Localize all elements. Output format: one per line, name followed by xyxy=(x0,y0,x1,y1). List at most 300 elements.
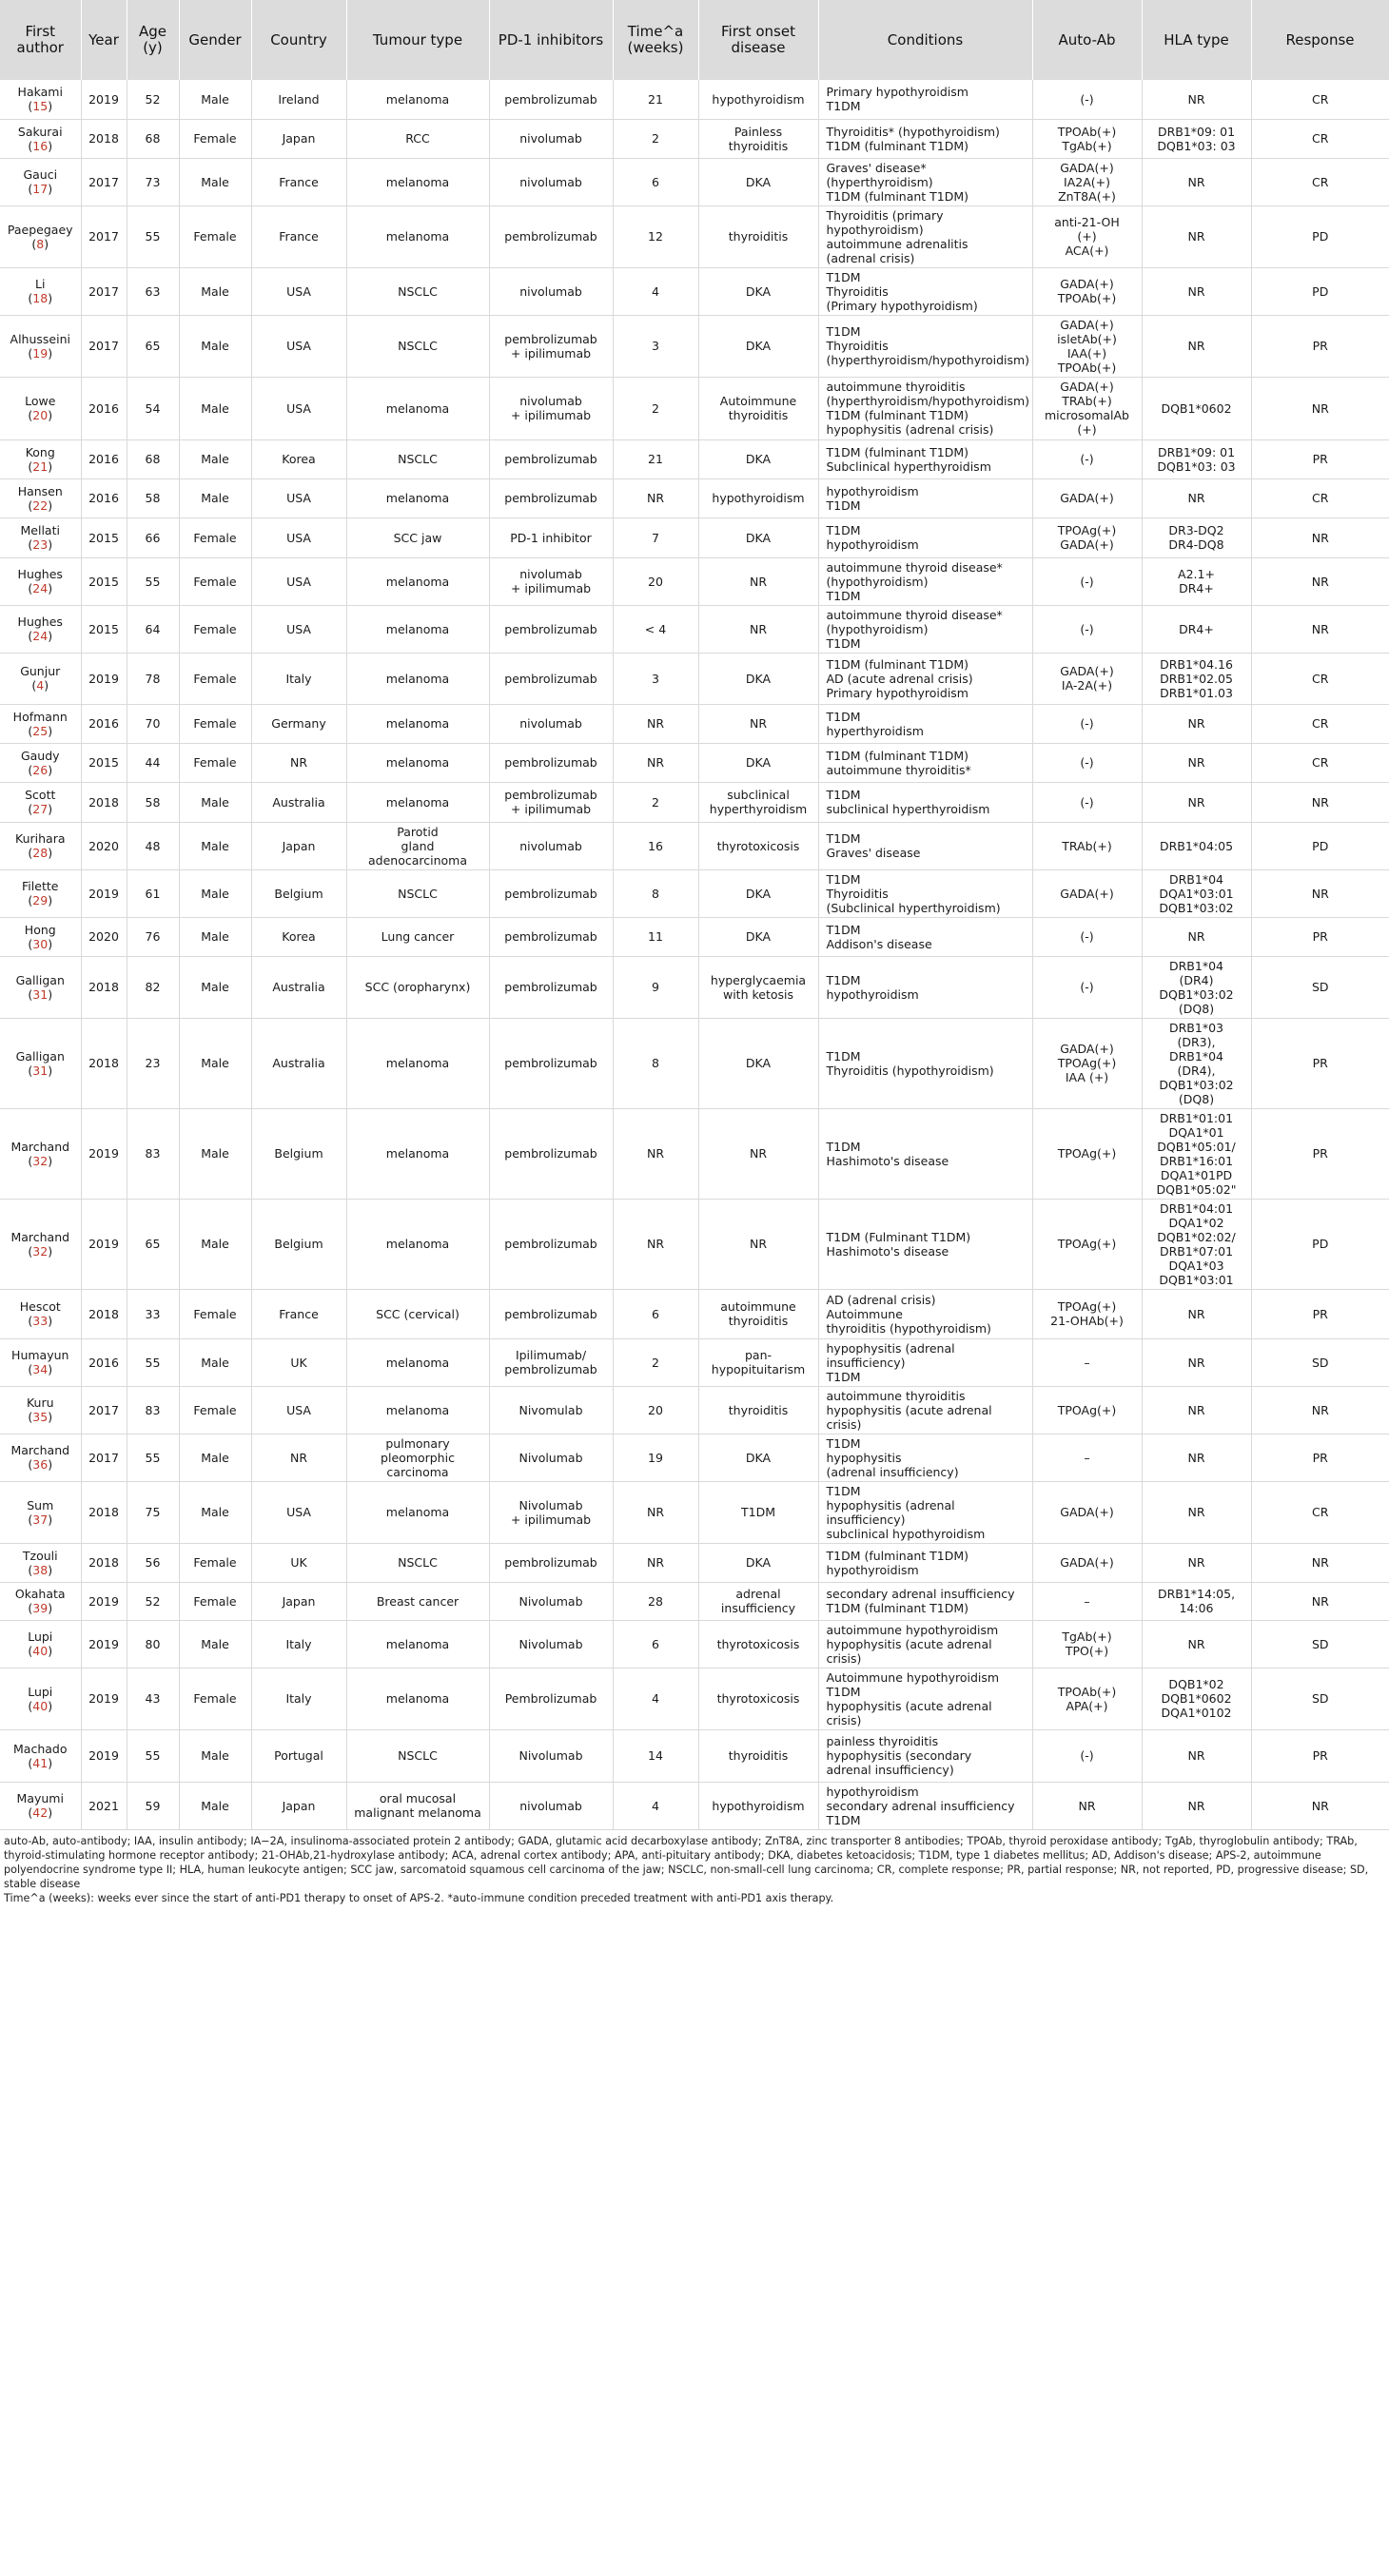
tumour-type-cell: melanoma xyxy=(346,605,489,653)
author-name: Lupi xyxy=(28,1630,53,1644)
table-row xyxy=(0,205,1389,267)
time-cell: NR xyxy=(613,1481,698,1543)
country-cell: NR xyxy=(251,1434,346,1481)
tumour-type-cell: Parotid gland adenocarcinoma xyxy=(346,822,489,869)
country-cell: USA xyxy=(251,1386,346,1434)
reference-link[interactable]: 35 xyxy=(32,1410,49,1424)
first-author-cell: Galligan (31) xyxy=(0,1018,81,1108)
first-onset-cell: thyroiditis xyxy=(698,205,818,267)
conditions-cell: secondary adrenal insufficiency T1DM (fulminant T1DM) xyxy=(818,1582,1032,1620)
first-author-cell: Hughes (24) xyxy=(0,557,81,605)
time-cell: 6 xyxy=(613,1289,698,1338)
time-cell: NR xyxy=(613,1199,698,1289)
hla-type-cell: NR xyxy=(1142,1729,1251,1782)
gender-cell: Male xyxy=(179,478,251,517)
response-cell: SD xyxy=(1251,1620,1389,1668)
table-row xyxy=(0,1481,1389,1543)
pd1-inhibitor-cell: Nivolumab xyxy=(489,1620,613,1668)
response-cell: CR xyxy=(1251,653,1389,704)
gender-cell: Female xyxy=(179,205,251,267)
author-name: Marchand xyxy=(10,1139,70,1154)
first-onset-cell: thyroiditis xyxy=(698,1729,818,1782)
gender-cell: Female xyxy=(179,1386,251,1434)
time-cell: 21 xyxy=(613,439,698,478)
pd1-inhibitor-cell: pembrolizumab xyxy=(489,956,613,1018)
first-author-cell: Hakami (15) xyxy=(0,80,81,119)
pd1-inhibitor-cell: PD-1 inhibitor xyxy=(489,517,613,557)
hla-type-cell: DRB1*04 (DR4) DQB1*03:02 (DQ8) xyxy=(1142,956,1251,1018)
reference-link[interactable]: 21 xyxy=(32,459,49,474)
tumour-type-cell: RCC xyxy=(346,119,489,158)
country-cell: Australia xyxy=(251,782,346,822)
table-row xyxy=(0,1434,1389,1481)
reference-link[interactable]: 25 xyxy=(32,723,49,738)
time-cell: NR xyxy=(613,704,698,743)
age-cell: 55 xyxy=(127,205,179,267)
reference-link[interactable]: 16 xyxy=(32,138,49,153)
hla-type-cell: NR xyxy=(1142,917,1251,956)
pd1-inhibitor-cell: pembrolizumab xyxy=(489,605,613,653)
pd1-inhibitor-cell: pembrolizumab xyxy=(489,1289,613,1338)
pd1-inhibitor-cell: nivolumab xyxy=(489,822,613,869)
author-name: Hansen xyxy=(17,483,63,498)
hla-type-cell: DRB1*04:05 xyxy=(1142,822,1251,869)
first-onset-cell: DKA xyxy=(698,1434,818,1481)
reference-link[interactable]: 15 xyxy=(32,99,49,114)
pd1-inhibitor-cell: pembrolizumab xyxy=(489,1018,613,1108)
author-name: Alhusseini xyxy=(10,331,70,346)
gender-cell: Female xyxy=(179,704,251,743)
time-cell: 7 xyxy=(613,517,698,557)
author-name: Gunjur xyxy=(20,664,61,678)
gender-cell: Female xyxy=(179,605,251,653)
reference-link[interactable]: 23 xyxy=(32,537,49,552)
tumour-type-cell: melanoma xyxy=(346,205,489,267)
time-cell: NR xyxy=(613,478,698,517)
response-cell: NR xyxy=(1251,377,1389,439)
gender-cell: Male xyxy=(179,782,251,822)
tumour-type-cell: melanoma xyxy=(346,557,489,605)
country-cell: Portugal xyxy=(251,1729,346,1782)
gender-cell: Male xyxy=(179,1434,251,1481)
table-row xyxy=(0,267,1389,315)
country-cell: USA xyxy=(251,267,346,315)
header-conditions: Conditions xyxy=(818,0,1032,80)
country-cell: Belgium xyxy=(251,1199,346,1289)
auto-ab-cell: TPOAb(+) TgAb(+) xyxy=(1032,119,1142,158)
hla-type-cell: DQB1*02 DQB1*0602 DQA1*0102 xyxy=(1142,1668,1251,1729)
table-row xyxy=(0,315,1389,377)
response-cell: PR xyxy=(1251,1108,1389,1199)
first-onset-cell: hypothyroidism xyxy=(698,80,818,119)
time-cell: 2 xyxy=(613,119,698,158)
country-cell: France xyxy=(251,1289,346,1338)
hla-type-cell: DR4+ xyxy=(1142,605,1251,653)
first-author-cell: Hong (30) xyxy=(0,917,81,956)
conditions-cell: autoimmune thyroiditis hypophysitis (acute adrenal crisis) xyxy=(818,1386,1032,1434)
auto-ab-cell: GADA(+) TPOAb(+) xyxy=(1032,267,1142,315)
time-cell: 3 xyxy=(613,653,698,704)
pd1-inhibitor-cell: nivolumab xyxy=(489,158,613,205)
time-cell: 2 xyxy=(613,377,698,439)
reference-link[interactable]: 8 xyxy=(36,236,45,251)
conditions-cell: T1DM (fulminant T1DM) Subclinical hyperthyroidism xyxy=(818,439,1032,478)
country-cell: Australia xyxy=(251,956,346,1018)
year-cell: 2018 xyxy=(81,1543,127,1582)
header-auto-ab: Auto-Ab xyxy=(1032,0,1142,80)
table-row xyxy=(0,1620,1389,1668)
hla-type-cell: NR xyxy=(1142,205,1251,267)
reference-link[interactable]: 30 xyxy=(32,936,49,951)
first-onset-cell: DKA xyxy=(698,1018,818,1108)
auto-ab-cell: – xyxy=(1032,1338,1142,1386)
auto-ab-cell: – xyxy=(1032,1582,1142,1620)
first-author-cell: Scott (27) xyxy=(0,782,81,822)
reference-link[interactable]: 28 xyxy=(32,846,49,860)
pd1-inhibitor-cell: pembrolizumab xyxy=(489,743,613,782)
hla-type-cell: DRB1*09: 01 DQB1*03: 03 xyxy=(1142,439,1251,478)
auto-ab-cell: GADA(+) xyxy=(1032,869,1142,917)
time-cell: < 4 xyxy=(613,605,698,653)
country-cell: USA xyxy=(251,315,346,377)
header-time: Time^a (weeks) xyxy=(613,0,698,80)
pd1-inhibitor-cell: pembrolizumab xyxy=(489,80,613,119)
age-cell: 73 xyxy=(127,158,179,205)
first-author-cell: Gauci (17) xyxy=(0,158,81,205)
hla-type-cell: NR xyxy=(1142,267,1251,315)
conditions-cell: T1DM hypothyroidism xyxy=(818,517,1032,557)
age-cell: 56 xyxy=(127,1543,179,1582)
age-cell: 48 xyxy=(127,822,179,869)
gender-cell: Male xyxy=(179,80,251,119)
response-cell: NR xyxy=(1251,1386,1389,1434)
year-cell: 2016 xyxy=(81,704,127,743)
conditions-cell: Graves' disease* (hyperthyroidism) T1DM (fulminant T1DM) xyxy=(818,158,1032,205)
conditions-cell: autoimmune hypothyroidism hypophysitis (acute adrenal crisis) xyxy=(818,1620,1032,1668)
country-cell: Korea xyxy=(251,439,346,478)
reference-link[interactable]: 19 xyxy=(32,345,49,361)
auto-ab-cell: GADA(+) isletAb(+) IAA(+) TPOAb(+) xyxy=(1032,315,1142,377)
first-onset-cell: subclinical hyperthyroidism xyxy=(698,782,818,822)
auto-ab-cell: (-) xyxy=(1032,1729,1142,1782)
country-cell: Italy xyxy=(251,1620,346,1668)
reference-link[interactable]: 29 xyxy=(32,893,49,907)
age-cell: 55 xyxy=(127,1338,179,1386)
gender-cell: Male xyxy=(179,1782,251,1829)
response-cell: SD xyxy=(1251,1668,1389,1729)
tumour-type-cell: NSCLC xyxy=(346,1729,489,1782)
author-name: Hofmann xyxy=(12,709,68,724)
age-cell: 83 xyxy=(127,1108,179,1199)
auto-ab-cell: (-) xyxy=(1032,704,1142,743)
first-author-cell: Kong (21) xyxy=(0,439,81,478)
age-cell: 63 xyxy=(127,267,179,315)
first-author-cell: Sakurai (16) xyxy=(0,119,81,158)
tumour-type-cell: melanoma xyxy=(346,1481,489,1543)
country-cell: Japan xyxy=(251,822,346,869)
response-cell: CR xyxy=(1251,119,1389,158)
gender-cell: Male xyxy=(179,439,251,478)
conditions-cell: Thyroiditis* (hypothyroidism) T1DM (fulminant T1DM) xyxy=(818,119,1032,158)
table-row xyxy=(0,1782,1389,1829)
reference-link[interactable]: 34 xyxy=(32,1362,49,1376)
year-cell: 2017 xyxy=(81,158,127,205)
year-cell: 2019 xyxy=(81,1729,127,1782)
hla-type-cell: DRB1*03 (DR3), DRB1*04 (DR4), DQB1*03:02 (DQ8) xyxy=(1142,1018,1251,1108)
country-cell: USA xyxy=(251,557,346,605)
country-cell: France xyxy=(251,205,346,267)
conditions-cell: T1DM (fulminant T1DM) autoimmune thyroiditis* xyxy=(818,743,1032,782)
first-onset-cell: thyrotoxicosis xyxy=(698,1620,818,1668)
time-cell: 20 xyxy=(613,1386,698,1434)
reference-link[interactable]: 39 xyxy=(32,1601,49,1615)
reference-link[interactable]: 4 xyxy=(36,678,45,693)
pd1-inhibitor-cell: pembrolizumab xyxy=(489,917,613,956)
first-onset-cell: thyrotoxicosis xyxy=(698,1668,818,1729)
age-cell: 55 xyxy=(127,1434,179,1481)
gender-cell: Female xyxy=(179,1668,251,1729)
year-cell: 2018 xyxy=(81,1289,127,1338)
first-onset-cell: adrenal insufficiency xyxy=(698,1582,818,1620)
pd1-inhibitor-cell: Nivomulab xyxy=(489,1386,613,1434)
reference-link[interactable]: 38 xyxy=(32,1562,49,1577)
age-cell: 68 xyxy=(127,119,179,158)
reference-link[interactable]: 40 xyxy=(32,1644,49,1658)
time-cell: 2 xyxy=(613,782,698,822)
table-body xyxy=(0,80,1389,1829)
header-row xyxy=(0,0,1389,80)
first-onset-cell: DKA xyxy=(698,439,818,478)
table-row xyxy=(0,917,1389,956)
hla-type-cell: NR xyxy=(1142,315,1251,377)
year-cell: 2017 xyxy=(81,267,127,315)
year-cell: 2016 xyxy=(81,1338,127,1386)
reference-link[interactable]: 42 xyxy=(32,1805,49,1820)
table-row xyxy=(0,478,1389,517)
response-cell: CR xyxy=(1251,478,1389,517)
age-cell: 70 xyxy=(127,704,179,743)
tumour-type-cell: melanoma xyxy=(346,1199,489,1289)
response-cell: NR xyxy=(1251,782,1389,822)
year-cell: 2018 xyxy=(81,956,127,1018)
reference-link[interactable]: 33 xyxy=(32,1314,49,1328)
gender-cell: Male xyxy=(179,315,251,377)
tumour-type-cell: Lung cancer xyxy=(346,917,489,956)
gender-cell: Female xyxy=(179,653,251,704)
year-cell: 2016 xyxy=(81,439,127,478)
table-row xyxy=(0,1582,1389,1620)
response-cell: PR xyxy=(1251,315,1389,377)
tumour-type-cell: NSCLC xyxy=(346,439,489,478)
author-name: Mellati xyxy=(20,523,60,537)
pd1-inhibitor-cell: pembrolizumab xyxy=(489,869,613,917)
reference-link[interactable]: 24 xyxy=(32,629,49,643)
first-onset-cell: hyperglycaemia with ketosis xyxy=(698,956,818,1018)
reference-link[interactable]: 32 xyxy=(32,1153,49,1168)
auto-ab-cell: anti-21-OH (+) ACA(+) xyxy=(1032,205,1142,267)
hla-type-cell: NR xyxy=(1142,80,1251,119)
country-cell: USA xyxy=(251,478,346,517)
time-cell: 12 xyxy=(613,205,698,267)
author-name: Hughes xyxy=(17,615,63,629)
reference-link[interactable]: 17 xyxy=(32,182,49,196)
age-cell: 55 xyxy=(127,557,179,605)
table-row xyxy=(0,119,1389,158)
first-onset-cell: autoimmune thyroiditis xyxy=(698,1289,818,1338)
reference-link[interactable]: 31 xyxy=(32,986,49,1002)
pd1-inhibitor-cell: nivolumab xyxy=(489,119,613,158)
auto-ab-cell: NR xyxy=(1032,1782,1142,1829)
time-cell: 8 xyxy=(613,869,698,917)
time-cell: 4 xyxy=(613,1782,698,1829)
first-author-cell: Hansen (22) xyxy=(0,478,81,517)
time-cell: NR xyxy=(613,1108,698,1199)
first-onset-cell: DKA xyxy=(698,869,818,917)
age-cell: 55 xyxy=(127,1729,179,1782)
country-cell: Belgium xyxy=(251,869,346,917)
age-cell: 61 xyxy=(127,869,179,917)
tumour-type-cell: melanoma xyxy=(346,704,489,743)
country-cell: USA xyxy=(251,517,346,557)
auto-ab-cell: TgAb(+) TPO(+) xyxy=(1032,1620,1142,1668)
table-footnotes xyxy=(0,1830,1389,1905)
reference-link[interactable]: 40 xyxy=(32,1698,49,1713)
year-cell: 2019 xyxy=(81,869,127,917)
response-cell: NR xyxy=(1251,1543,1389,1582)
first-onset-cell: NR xyxy=(698,605,818,653)
reference-link[interactable]: 20 xyxy=(32,408,49,422)
table-row xyxy=(0,1199,1389,1289)
hla-type-cell: NR xyxy=(1142,1386,1251,1434)
pd1-inhibitor-cell: pembrolizumab + ipilimumab xyxy=(489,782,613,822)
gender-cell: Female xyxy=(179,1543,251,1582)
country-cell: UK xyxy=(251,1543,346,1582)
tumour-type-cell: melanoma xyxy=(346,1386,489,1434)
year-cell: 2017 xyxy=(81,1386,127,1434)
first-author-cell: Hofmann (25) xyxy=(0,704,81,743)
reference-link[interactable]: 24 xyxy=(32,581,49,595)
tumour-type-cell: NSCLC xyxy=(346,1543,489,1582)
conditions-cell: T1DM hypothyroidism xyxy=(818,956,1032,1018)
age-cell: 59 xyxy=(127,1782,179,1829)
auto-ab-cell: TPOAg(+) xyxy=(1032,1386,1142,1434)
auto-ab-cell: TPOAb(+) APA(+) xyxy=(1032,1668,1142,1729)
author-name: Lupi xyxy=(28,1684,53,1699)
table-row xyxy=(0,158,1389,205)
first-author-cell: Kuru (35) xyxy=(0,1386,81,1434)
response-cell: NR xyxy=(1251,869,1389,917)
reference-link[interactable]: 31 xyxy=(32,1063,49,1078)
response-cell: PR xyxy=(1251,917,1389,956)
table-row xyxy=(0,605,1389,653)
auto-ab-cell: (-) xyxy=(1032,743,1142,782)
first-author-cell: Sum (37) xyxy=(0,1481,81,1543)
first-onset-cell: DKA xyxy=(698,917,818,956)
author-name: Galligan xyxy=(15,1048,65,1064)
auto-ab-cell: (-) xyxy=(1032,80,1142,119)
first-author-cell: Okahata (39) xyxy=(0,1582,81,1620)
reference-link[interactable]: 41 xyxy=(32,1755,49,1770)
conditions-cell: T1DM (Fulminant T1DM) Hashimoto's disease xyxy=(818,1199,1032,1289)
country-cell: Italy xyxy=(251,1668,346,1729)
reference-link[interactable]: 26 xyxy=(32,762,49,777)
tumour-type-cell: melanoma xyxy=(346,743,489,782)
tumour-type-cell: NSCLC xyxy=(346,315,489,377)
country-cell: USA xyxy=(251,1481,346,1543)
gender-cell: Male xyxy=(179,917,251,956)
pd1-inhibitor-cell: Nivolumab xyxy=(489,1582,613,1620)
pd1-inhibitor-cell: pembrolizumab xyxy=(489,1108,613,1199)
tumour-type-cell: melanoma xyxy=(346,377,489,439)
response-cell: NR xyxy=(1251,1582,1389,1620)
conditions-cell: hypothyroidism secondary adrenal insufficiency T1DM xyxy=(818,1782,1032,1829)
reference-link[interactable]: 32 xyxy=(32,1243,49,1259)
pd1-inhibitor-cell: Nivolumab xyxy=(489,1729,613,1782)
first-author-cell: Marchand (36) xyxy=(0,1434,81,1481)
year-cell: 2019 xyxy=(81,1199,127,1289)
tumour-type-cell: oral mucosal malignant melanoma xyxy=(346,1782,489,1829)
hla-type-cell: NR xyxy=(1142,1782,1251,1829)
year-cell: 2016 xyxy=(81,478,127,517)
conditions-cell: T1DM (fulminant T1DM) AD (acute adrenal crisis) Primary hypothyroidism xyxy=(818,653,1032,704)
country-cell: Japan xyxy=(251,1582,346,1620)
response-cell: PR xyxy=(1251,1434,1389,1481)
reference-link[interactable]: 37 xyxy=(32,1512,49,1527)
year-cell: 2019 xyxy=(81,1620,127,1668)
tumour-type-cell: melanoma xyxy=(346,158,489,205)
pd1-inhibitor-cell: pembrolizumab xyxy=(489,653,613,704)
hla-type-cell: NR xyxy=(1142,782,1251,822)
hla-type-cell: A2.1+ DR4+ xyxy=(1142,557,1251,605)
country-cell: USA xyxy=(251,605,346,653)
pd1-inhibitor-cell: Ipilimumab/ pembrolizumab xyxy=(489,1338,613,1386)
country-cell: Korea xyxy=(251,917,346,956)
reference-link[interactable]: 27 xyxy=(32,802,49,816)
first-onset-cell: DKA xyxy=(698,315,818,377)
auto-ab-cell: (-) xyxy=(1032,917,1142,956)
hla-type-cell: NR xyxy=(1142,478,1251,517)
table-row xyxy=(0,743,1389,782)
reference-link[interactable]: 22 xyxy=(32,498,49,513)
conditions-cell: T1DM Thyroiditis (Subclinical hyperthyroidism) xyxy=(818,869,1032,917)
first-onset-cell: thyrotoxicosis xyxy=(698,822,818,869)
table-row xyxy=(0,1543,1389,1582)
time-cell: 2 xyxy=(613,1338,698,1386)
country-cell: Belgium xyxy=(251,1108,346,1199)
year-cell: 2018 xyxy=(81,1018,127,1108)
age-cell: 80 xyxy=(127,1620,179,1668)
reference-link[interactable]: 18 xyxy=(32,291,49,305)
first-onset-cell: NR xyxy=(698,557,818,605)
age-cell: 54 xyxy=(127,377,179,439)
table-row xyxy=(0,1668,1389,1729)
age-cell: 65 xyxy=(127,1199,179,1289)
auto-ab-cell: TPOAg(+) 21-OHAb(+) xyxy=(1032,1289,1142,1338)
author-name: Kurihara xyxy=(15,831,66,846)
author-name: Okahata xyxy=(14,1587,66,1601)
hla-type-cell: DRB1*14:05, 14:06 xyxy=(1142,1582,1251,1620)
hla-type-cell: DRB1*04.16 DRB1*02.05 DRB1*01.03 xyxy=(1142,653,1251,704)
conditions-cell: T1DM hypophysitis (adrenal insufficiency) subclinical hypothyroidism xyxy=(818,1481,1032,1543)
auto-ab-cell: GADA(+) xyxy=(1032,1543,1142,1582)
conditions-cell: T1DM Hashimoto's disease xyxy=(818,1108,1032,1199)
reference-link[interactable]: 36 xyxy=(32,1457,49,1472)
pd1-inhibitor-cell: nivolumab xyxy=(489,704,613,743)
gender-cell: Male xyxy=(179,1481,251,1543)
conditions-cell: Primary hypothyroidism T1DM xyxy=(818,80,1032,119)
response-cell: PR xyxy=(1251,1729,1389,1782)
header-first-onset: First onset disease xyxy=(698,0,818,80)
